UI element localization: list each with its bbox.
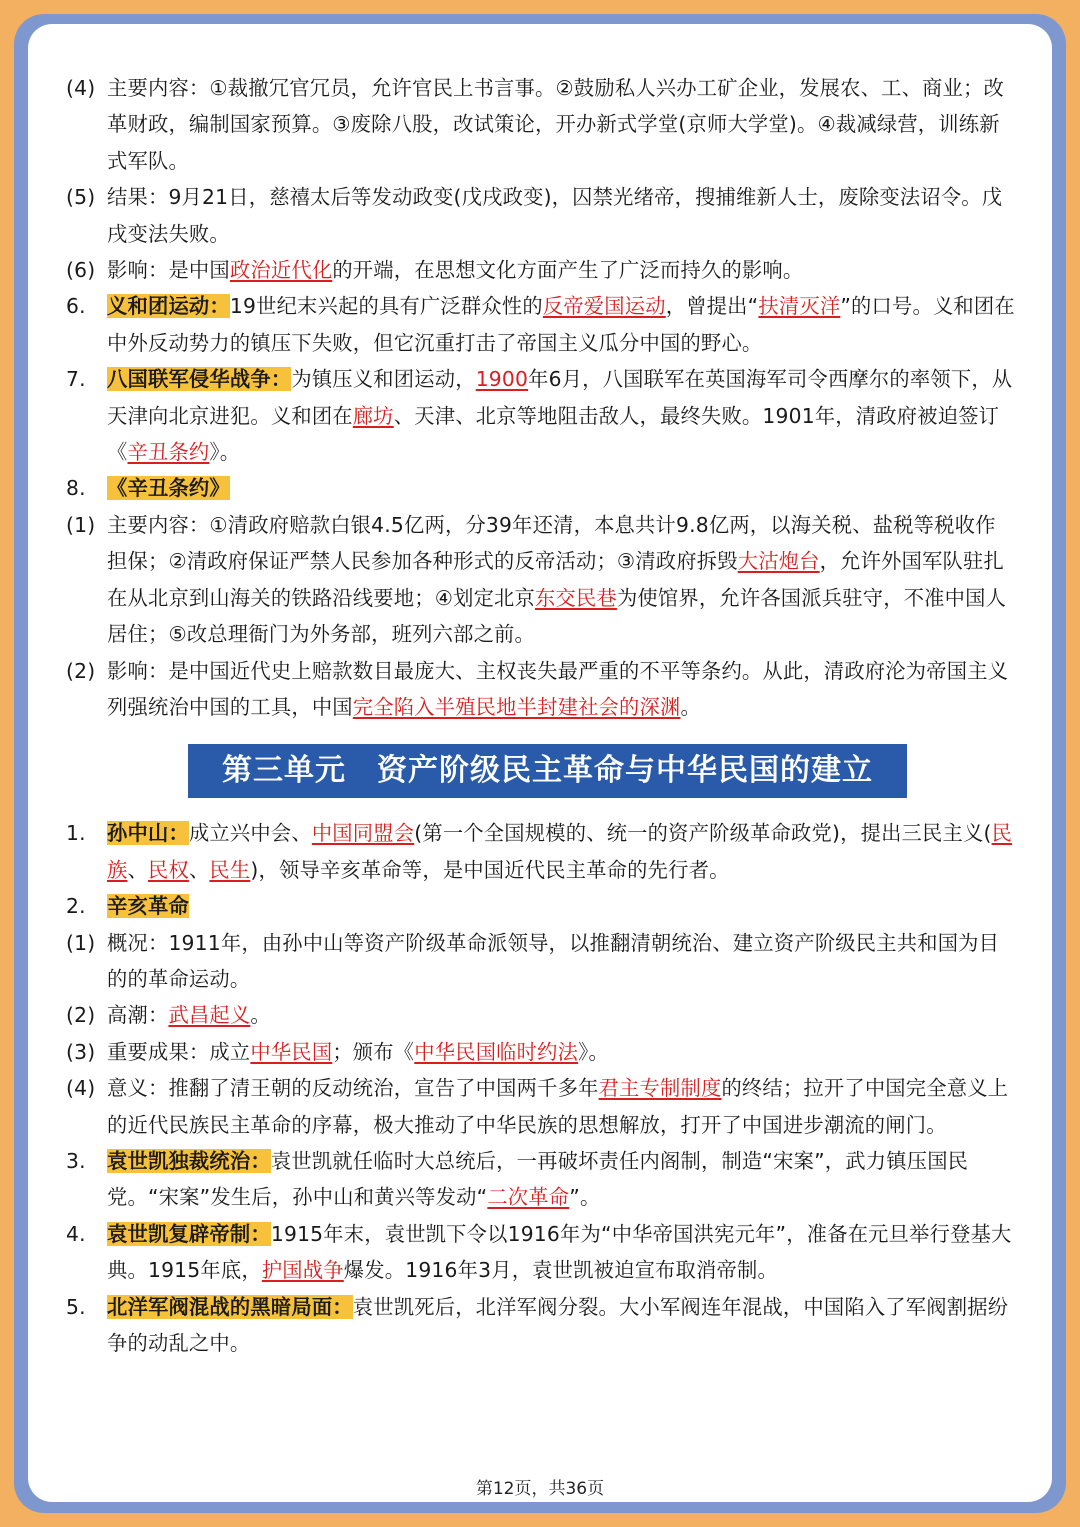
highlight-title: 义和团运动： xyxy=(107,294,230,319)
key-term: 民生 xyxy=(209,857,251,882)
key-term: 完全陷入半殖民地半封建社会的深渊 xyxy=(352,694,681,719)
list-item-revolution-significance: (4) 意义：推翻了清王朝的反动统治，宣告了中国两千多年君主专制制度的终结；拉开了中国完全意义上的近代民族民主革命的序幕，极大推动了中华民族的思想解放，打开了中国进步潮流的闸门。 xyxy=(66,1076,1009,1137)
key-term: 辛丑条约 xyxy=(127,440,210,465)
highlight-title: 孙中山： xyxy=(107,821,189,846)
key-term: 反帝爱国运动 xyxy=(542,294,666,319)
highlight-title: 北洋军阀混战的黑暗局面： xyxy=(107,1294,353,1319)
section-heading: 第三单元 资产阶级民主革命与中华民国的建立 xyxy=(188,744,907,798)
key-term: 中华民国 xyxy=(250,1039,333,1064)
list-item-boxer-movement: 6. 义和团运动：19世纪末兴起的具有广泛群众性的反帝爱国运动，曾提出“扶清灭洋”的口号。义和团在中外反动势力的镇压下失败，但它沉重打击了帝国主义瓜分中国的野心。 xyxy=(66,294,1015,355)
highlight-title: 袁世凯复辟帝制： xyxy=(107,1221,271,1246)
key-term: 护国战争 xyxy=(261,1258,344,1283)
document-body xyxy=(66,70,1016,1361)
list-item-xinhai-revolution: 2. 辛亥革命 xyxy=(66,894,189,919)
key-term: 大沽炮台 xyxy=(737,549,820,574)
highlight-title: 袁世凯独裁统治： xyxy=(107,1148,271,1173)
key-term: 扶清灭洋 xyxy=(758,294,841,319)
list-item-protocol-content: (1) 主要内容：①清政府赔款白银4.5亿两，分39年还清，本息共计9.8亿两，以海关税、盐税等税收作担保；②清政府保证严禁人民参加各种形式的反帝活动；③清政府拆毁大沽炮台，允许外国军队驻扎在从北京到山海关的铁路沿线要地；④划定北京东交民巷为使馆界，允许各国派兵驻守，不准中国人居住；⑤改总理衙门为外务部，班列六部之前。 xyxy=(66,512,1007,647)
list-item-reform-impact: (6) 影响：是中国政治近代化的开端，在思想文化方面产生了广泛而持久的影响。 xyxy=(66,258,804,283)
page-number: 第12页，共36页 xyxy=(475,1479,605,1499)
list-item-yuan-dictatorship: 3. 袁世凯独裁统治：袁世凯就任临时大总统后，一再破坏责任内阁制，制造“宋案”，武力镇压国民党。“宋案”发生后，孙中山和黄兴等发动“二次革命”。 xyxy=(66,1148,969,1210)
list-item-reform-result: (5) 结果：9月21日，慈禧太后等发动政变(戊戌政变)，囚禁光绪帝，搜捕维新人士，废除变法诏令。戊戌变法失败。 xyxy=(66,185,1003,246)
key-term: 君主专制制度 xyxy=(598,1076,722,1101)
highlight-title: 辛亥革命 xyxy=(107,894,189,919)
key-term: 中国同盟会 xyxy=(311,821,415,846)
key-term: 1900 xyxy=(475,367,529,392)
list-item-revolution-climax: (2) 高潮：武昌起义。 xyxy=(66,1003,271,1028)
list-item-revolution-achievement: (3) 重要成果：成立中华民国；颁布《中华民国临时约法》。 xyxy=(66,1039,609,1064)
key-term: 东交民巷 xyxy=(535,585,617,610)
key-term: 中华民国临时约法 xyxy=(414,1039,579,1064)
key-term: 二次革命 xyxy=(487,1185,570,1210)
list-item-sun-yat-sen: 1. 孙中山：成立兴中会、中国同盟会(第一个全国规模的、统一的资产阶级革命政党)，提出三民主义(民族、民权、民生)，领导辛亥革命等，是中国近代民主革命的先行者。 xyxy=(66,821,1013,882)
key-term: 民权 xyxy=(147,857,189,882)
highlight-title: 《辛丑条约》 xyxy=(107,476,230,501)
key-term: 廊坊 xyxy=(352,403,394,428)
section-heading-wrap xyxy=(66,725,1016,815)
list-item-eight-nation-war: 7. 八国联军侵华战争：为镇压义和团运动，1900年6月，八国联军在英国海军司令西摩尔的率领下，从天津向北京进犯。义和团在廊坊、天津、北京等地阻击敌人，最终失败。1901年，清政府被迫签订《辛丑条约》。 xyxy=(66,367,1013,465)
key-term: 民族 xyxy=(107,821,1013,882)
key-term: 政治近代化 xyxy=(229,258,333,283)
key-term: 武昌起义 xyxy=(168,1003,251,1028)
list-item-revolution-overview: (1) 概况：1911年，由孙中山等资产阶级革命派领导，以推翻清朝统治、建立资产阶级民主共和国为目的的革命运动。 xyxy=(66,930,1000,991)
highlight-title: 八国联军侵华战争： xyxy=(107,367,292,392)
list-item-warlord-era: 5. 北洋军阀混战的黑暗局面：袁世凯死后，北洋军阀分裂。大小军阀连年混战，中国陷入了军阀割据纷争的动乱之中。 xyxy=(66,1294,1009,1355)
list-item-protocol-impact: (2) 影响：是中国近代史上赔款数目最庞大、主权丧失最严重的不平等条约。从此，清政府沦为帝国主义列强统治中国的工具，中国完全陷入半殖民地半封建社会的深渊。 xyxy=(66,658,1009,719)
list-item-yuan-monarchy: 4. 袁世凯复辟帝制：1915年末，袁世凯下令以1916年为“中华帝国洪宪元年”，准备在元旦举行登基大典。1915年底，护国战争爆发。1916年3月，袁世凯被迫宣布取消帝制。 xyxy=(66,1221,1012,1283)
list-item-reform-content: (4) 主要内容：①裁撤冗官冗员，允许官民上书言事。②鼓励私人兴办工矿企业，发展农、工、商业；改革财政，编制国家预算。③废除八股，改试策论，开办新式学堂(京师大学堂)。④裁减绿营，训练新式军队。 xyxy=(66,76,1004,173)
list-item-boxer-protocol: 8. 《辛丑条约》 xyxy=(66,476,230,501)
